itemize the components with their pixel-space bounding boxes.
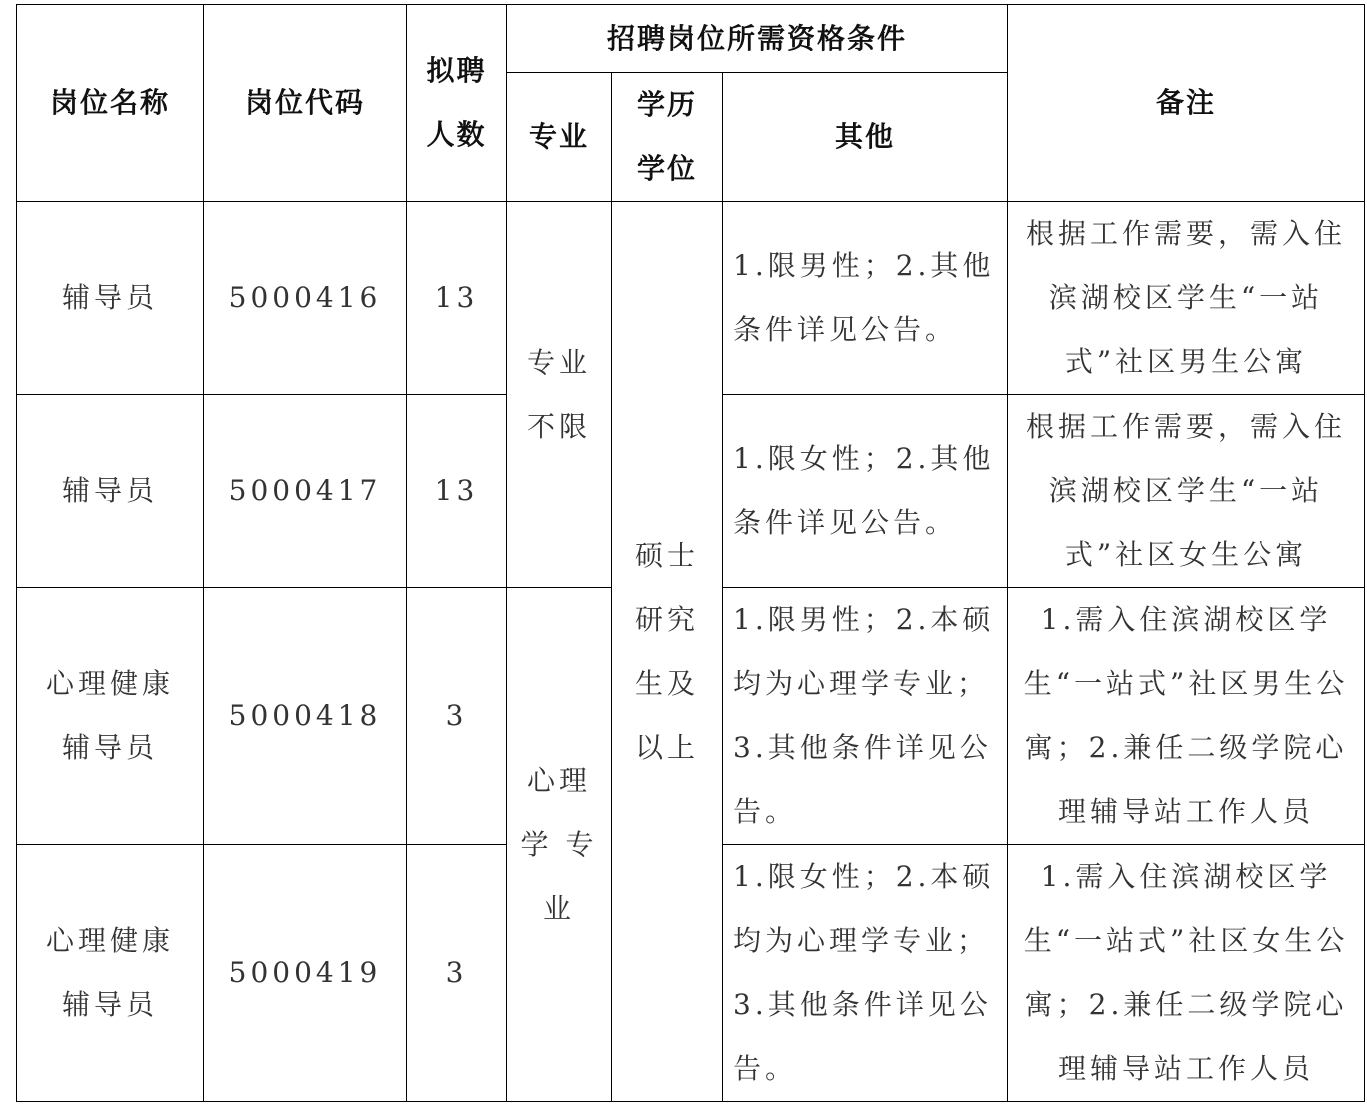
cell-position-name: 辅导员 <box>17 395 204 588</box>
cell-education <box>612 202 723 1102</box>
recruitment-table <box>16 4 1365 1102</box>
cell-planned-count: 3 <box>407 588 507 845</box>
cell-other: 1.限女性；2.其他条件详见公告。 <box>723 395 1008 588</box>
table-row <box>17 202 1365 395</box>
cell-other: 1.限男性；2.本硕均为心理学专业；3.其他条件详见公告。 <box>723 588 1008 845</box>
header-position-code: 岗位代码 <box>204 5 407 202</box>
cell-education-text: 硕士研究生及以上 <box>635 538 700 764</box>
header-planned-count <box>407 5 507 202</box>
cell-major-psychology <box>507 588 612 1102</box>
header-planned-count-text: 拟聘人数 <box>426 54 487 151</box>
header-education-degree-text: 学历学位 <box>636 88 697 185</box>
cell-planned-count: 13 <box>407 202 507 395</box>
cell-planned-count: 3 <box>407 845 507 1102</box>
cell-remarks: 1.需入住滨湖校区学生“一站式”社区男生公寓；2.兼任二级学院心理辅导站工作人员 <box>1008 588 1365 845</box>
header-major: 专业 <box>507 73 612 202</box>
cell-planned-count: 13 <box>407 395 507 588</box>
cell-other: 1.限女性；2.本硕均为心理学专业；3.其他条件详见公告。 <box>723 845 1008 1102</box>
header-qualifications-group: 招聘岗位所需资格条件 <box>507 5 1008 73</box>
header-education-degree <box>612 73 723 202</box>
cell-position-name-text: 心理健康辅导员 <box>45 667 174 764</box>
header-other: 其他 <box>723 73 1008 202</box>
cell-major-psychology-text: 心理学 专业 <box>520 763 598 925</box>
cell-position-name <box>17 845 204 1102</box>
cell-position-name <box>17 588 204 845</box>
cell-position-code: 5000417 <box>204 395 407 588</box>
cell-remarks: 根据工作需要，需入住滨湖校区学生“一站式”社区女生公寓 <box>1008 395 1365 588</box>
cell-position-code: 5000418 <box>204 588 407 845</box>
cell-position-code: 5000416 <box>204 202 407 395</box>
cell-position-name: 辅导员 <box>17 202 204 395</box>
cell-other: 1.限男性；2.其他条件详见公告。 <box>723 202 1008 395</box>
header-row-1 <box>17 5 1365 73</box>
cell-position-code: 5000419 <box>204 845 407 1102</box>
cell-remarks: 根据工作需要，需入住滨湖校区学生“一站式”社区男生公寓 <box>1008 202 1365 395</box>
cell-major-unlimited <box>507 202 612 588</box>
cell-remarks: 1.需入住滨湖校区学生“一站式”社区女生公寓；2.兼任二级学院心理辅导站工作人员 <box>1008 845 1365 1102</box>
header-position-name: 岗位名称 <box>17 5 204 202</box>
cell-position-name-text: 心理健康辅导员 <box>45 924 174 1021</box>
header-remarks: 备注 <box>1008 5 1365 202</box>
cell-major-unlimited-text: 专业不限 <box>527 345 592 443</box>
